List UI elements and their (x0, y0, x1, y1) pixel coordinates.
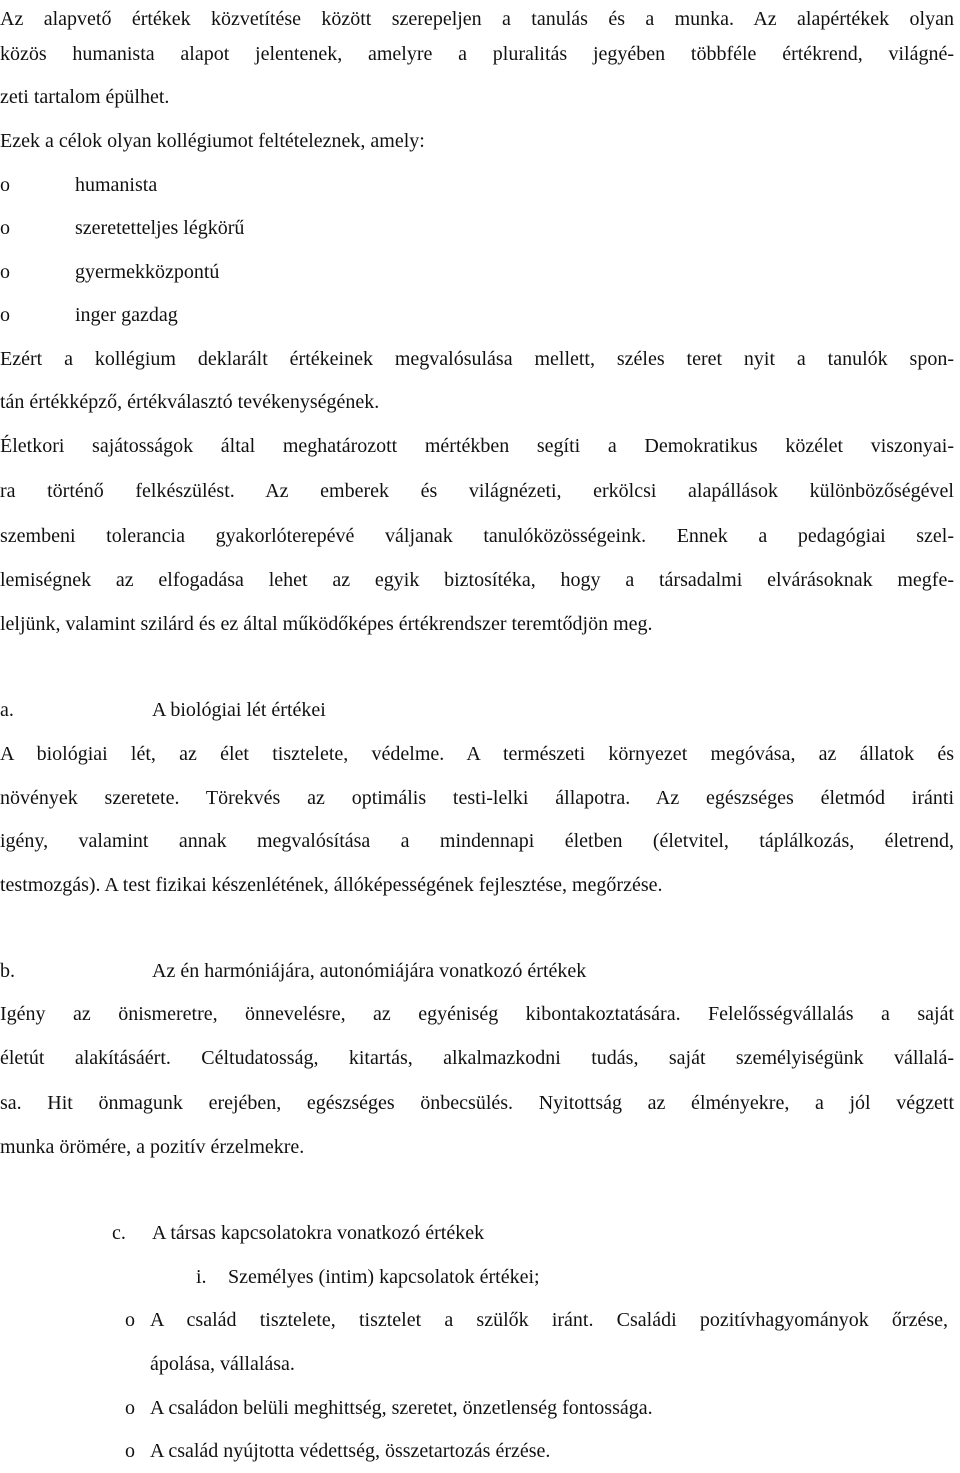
subsection-title: Személyes (intim) kapcsolatok értékei; (228, 1266, 540, 1288)
bullet-marker: o (0, 261, 10, 283)
paragraph-line: szembeni tolerancia gyakorlóterepévé váljanak tanulóközösségeink. Ennek a pedagógiai szel- (0, 525, 954, 547)
paragraph-line: tán értékképző, értékválasztó tevékenységének. (0, 391, 380, 413)
list-item-continuation (0, 1342, 954, 1386)
list-item (0, 206, 954, 250)
paragraph-line: növények szeretete. Törekvés az optimális testi-lelki állapotra. Az egészséges életmód iránti (0, 787, 954, 809)
paragraph-line: lemiségnek az elfogadása lehet az egyik biztosítéka, hogy a társadalmi elvárásoknak megfe- (0, 569, 954, 591)
paragraph-line: igény, valamint annak megvalósítása a mindennapi életben (életvitel, táplálkozás, életrend, (0, 830, 954, 852)
list-item (0, 163, 954, 207)
bullet-marker: o (125, 1397, 135, 1419)
section-title: Az én harmóniájára, autonómiájára vonatkozó értékek (152, 960, 587, 982)
list-item-text: A család nyújtotta védettség, összetartozás érzése. (150, 1440, 551, 1462)
list-item (0, 1429, 954, 1473)
paragraph-line: Igény az önismeretre, önnevelésre, az egyéniség kibontakoztatására. Felelősségvállalás a saját (0, 1003, 954, 1025)
list-item-text: A családon belüli meghittség, szeretet, önzetlenség fontossága. (150, 1397, 653, 1419)
section-title: A biológiai lét értékei (152, 699, 326, 721)
list-item (0, 1298, 954, 1342)
paragraph-line: Ezért a kollégium deklarált értékeinek megvalósulása mellett, széles teret nyit a tanulók spon- (0, 348, 954, 370)
list-item (0, 250, 954, 294)
section-marker: b. (0, 960, 15, 982)
paragraph-line: testmozgás). A test fizikai készenlétének, állóképességének fejlesztése, megőrzése. (0, 874, 663, 896)
subsection-marker: i. (196, 1266, 207, 1288)
paragraph-line: munka örömére, a pozitív érzelmekre. (0, 1136, 305, 1158)
list-intro: Ezek a célok olyan kollégiumot feltételeznek, amely: (0, 130, 425, 152)
list-item (0, 1386, 954, 1430)
list-item-text: ápolása, vállalása. (150, 1353, 295, 1375)
subsection-heading (0, 1255, 954, 1299)
section-heading (0, 1211, 954, 1255)
paragraph-line: közös humanista alapot jelentenek, amelyre a pluralitás jegyében többféle értékrend, világné- (0, 43, 954, 65)
section-marker: a. (0, 699, 14, 721)
paragraph-line: életút alakításáért. Céltudatosság, kitartás, alkalmazkodni tudás, saját személyiségünk vállalá- (0, 1047, 954, 1069)
section-marker: c. (112, 1222, 126, 1244)
bullet-marker: o (0, 217, 10, 239)
bullet-marker: o (125, 1440, 135, 1462)
list-item-text: A család tisztelete, tisztelet a szülők iránt. Családi pozitívhagyományok őrzése, (150, 1309, 948, 1331)
list-item-text: szeretetteljes légkörű (75, 217, 245, 239)
list-item-text: inger gazdag (75, 304, 178, 326)
paragraph-line: ra történő felkészülést. Az emberek és világnézeti, erkölcsi alapállások különbözőségével (0, 480, 954, 502)
list-item-text: gyermekközpontú (75, 261, 220, 283)
list-item-text: humanista (75, 174, 158, 196)
paragraph-line: A biológiai lét, az élet tisztelete, védelme. A természeti környezet megóvása, az állatok és (0, 743, 954, 765)
list-item (0, 293, 954, 337)
paragraph-line: zeti tartalom épülhet. (0, 86, 170, 108)
paragraph-line: Az alapvető értékek közvetítése között szerepeljen a tanulás és a munka. Az alapértékek olyan (0, 8, 954, 30)
bullet-marker: o (125, 1309, 135, 1331)
paragraph-line: leljünk, valamint szilárd és ez által működőképes értékrendszer teremtődjön meg. (0, 613, 653, 635)
bullet-marker: o (0, 304, 10, 326)
section-title: A társas kapcsolatokra vonatkozó értékek (152, 1222, 485, 1244)
paragraph-line: Életkori sajátosságok által meghatározott mértékben segíti a Demokratikus közélet viszonyai- (0, 435, 954, 457)
section-heading (0, 688, 954, 732)
paragraph-line: sa. Hit önmagunk erejében, egészséges önbecsülés. Nyitottság az élményekre, a jól végzett (0, 1092, 954, 1114)
bullet-marker: o (0, 174, 10, 196)
section-heading (0, 949, 954, 993)
